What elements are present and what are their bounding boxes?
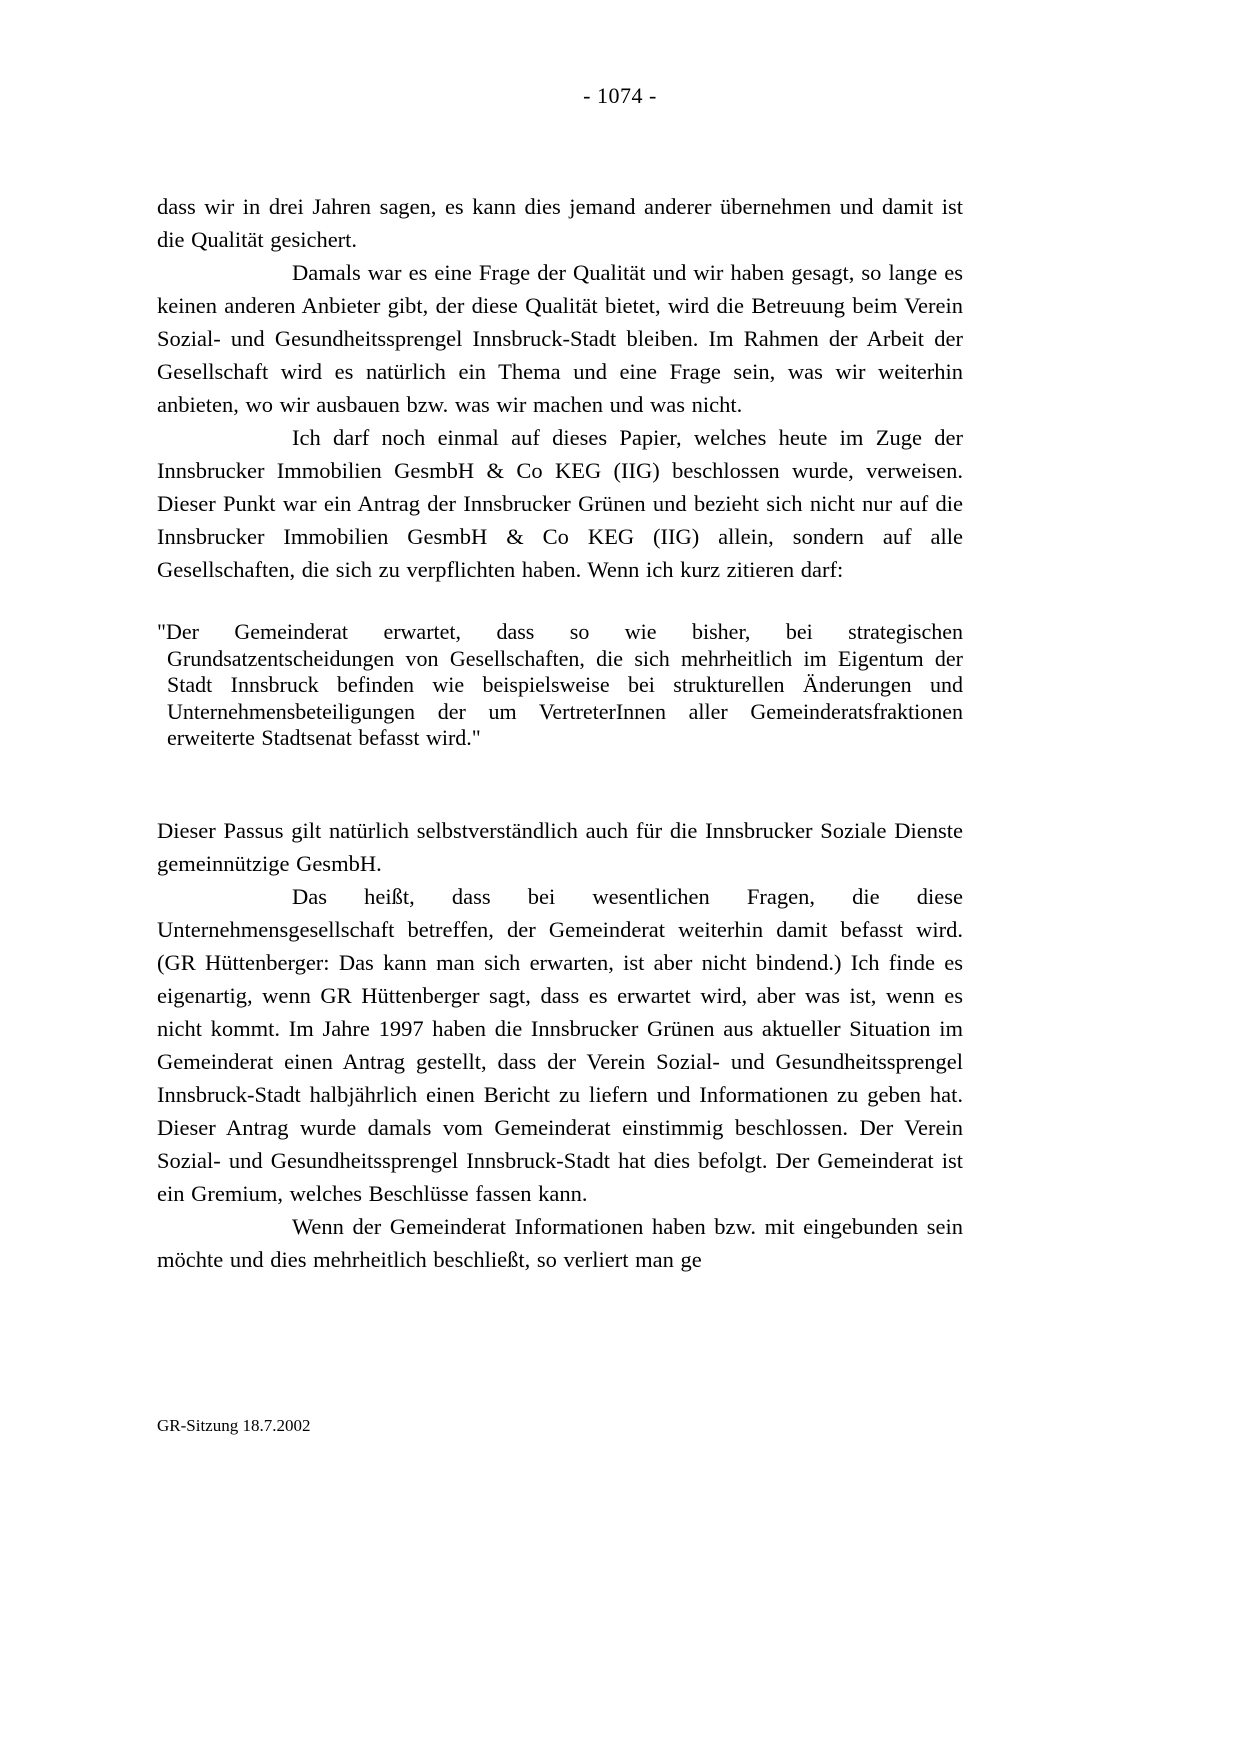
paragraph-continuation: dass wir in drei Jahren sagen, es kann dies jemand anderer übernehmen und damit ist die Qualität gesichert.: [157, 194, 963, 252]
paragraph: Dieser Passus gilt natürlich selbstverständlich auch für die Innsbrucker Soziale Dienste gemeinnützige GesmbH.: [157, 817, 963, 876]
paragraph: Wenn der Gemeinderat Informationen haben bzw. mit eingebunden sein möchte und dies mehrheitlich beschließt, so verliert man ge: [157, 1213, 963, 1272]
paragraph: Das heißt, dass bei wesentlichen Fragen, die diese Unternehmensgesellschaft betreffen, der Gemeinderat weiterhin damit befasst wird. (GR Hüttenberger: Das kann man sich erwarten, ist aber nicht bindend.) Ich finde es eigenartig, wenn GR Hüttenberger sagt, dass es erwartet wird, aber was ist, wenn es nicht kommt. Im Jahre 1997 haben die Innsbrucker Grünen aus aktueller Situation im Gemeinderat einen Antrag gestellt, dass der Verein Sozial- und Gesundheitssprengel Innsbruck-Stadt halbjährlich einen Bericht zu liefern und Informationen zu geben hat. Dieser Antrag wurde damals vom Gemeinderat einstimmig beschlossen. Der Verein Sozial- und Gesundheitssprengel Innsbruck-Stadt hat dies befolgt. Der Gemeinderat ist ein Gremium, welches Beschlüsse fassen kann.: [157, 883, 963, 1206]
footer-session-label: GR-Sitzung 18.7.2002: [157, 1416, 311, 1435]
page-number: - 1074 -: [583, 83, 657, 108]
paragraph: Damals war es eine Frage der Qualität und wir haben gesagt, so lange es keinen anderen Anbieter gibt, der diese Qualität bietet, wird die Betreuung beim Verein Sozial- und Gesundheitssprengel Innsbruck-Stadt bleiben. Im Rahmen der Arbeit der Gesellschaft wird es natürlich ein Thema und eine Frage sein, was wir weiterhin anbieten, wo wir ausbauen bzw. was wir machen und was nicht.: [157, 260, 963, 417]
document-body: [157, 190, 963, 1276]
quotation-block: "Der Gemeinderat erwartet, dass so wie bisher, bei strategischen Grundsatzentscheidungen von Gesellschaften, die sich mehrheitlich im Eigentum der Stadt Innsbruck befinden wie beispielsweise bei strukturellen Änderungen und Unternehmensbeteiligungen der um VertreterInnen aller Gemeinderatsfraktionen erweiterte Stadtsenat befasst wird.": [157, 619, 963, 750]
paragraph: Ich darf noch einmal auf dieses Papier, welches heute im Zuge der Innsbrucker Immobilien GesmbH & Co KEG (IIG) beschlossen wurde, verweisen. Dieser Punkt war ein Antrag der Innsbrucker Grünen und bezieht sich nicht nur auf die Innsbrucker Immobilien GesmbH & Co KEG (IIG) allein, sondern auf alle Gesellschaften, die sich zu verpflichten haben. Wenn ich kurz zitieren darf:: [157, 425, 963, 582]
